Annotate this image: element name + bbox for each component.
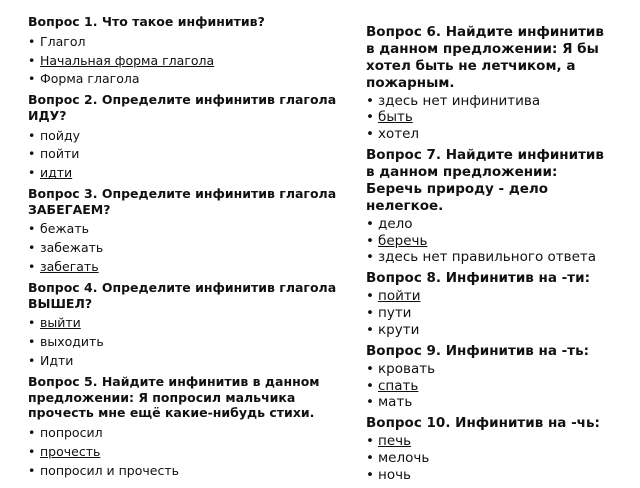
- answer-option: • забегать: [28, 259, 348, 276]
- answer-option: • здесь нет правильного ответа: [366, 249, 606, 266]
- question-block: [366, 415, 606, 484]
- answer-option: • Глагол: [28, 34, 348, 51]
- right-column: [366, 24, 606, 488]
- answer-options: [28, 315, 348, 370]
- answer-option: • пойду: [28, 128, 348, 145]
- answer-option: • прочесть: [28, 444, 348, 461]
- answer-option: • попросил: [28, 425, 348, 442]
- question-title: Вопрос 9. Инфинитив на -ть:: [366, 342, 590, 359]
- question-title: Вопрос 4. Определите инфинитив глагола ВЫШЕЛ?: [28, 280, 337, 311]
- question-title: Вопрос 7. Найдите инфинитив в данном предложении: Беречь природу - дело нелегкое.: [366, 147, 604, 214]
- answer-option: • пути: [366, 305, 606, 322]
- answer-options: [366, 93, 606, 144]
- answer-option: • пойти: [366, 288, 606, 305]
- question-block: [366, 147, 606, 266]
- answer-option: • Идти: [28, 353, 348, 370]
- answer-options: [366, 361, 606, 412]
- question-block: [366, 270, 606, 339]
- answer-option: • мелочь: [366, 450, 606, 467]
- question-block: [28, 92, 348, 182]
- answer-option: • спать: [366, 378, 606, 395]
- answer-option: • бежать: [28, 221, 348, 238]
- answer-option: • мать: [366, 394, 606, 411]
- answer-options: [366, 216, 606, 267]
- answer-options: [28, 128, 348, 183]
- question-block: [28, 186, 348, 276]
- answer-option: • ночь: [366, 467, 606, 484]
- question-title: Вопрос 5. Найдите инфинитив в данном предложении: Я попросил мальчика прочесть мне ещё какие-нибудь стихи.: [28, 373, 320, 421]
- question-block: [366, 24, 606, 143]
- question-title: Вопрос 1. Что такое инфинитив?: [28, 14, 265, 29]
- answer-option: • здесь нет инфинитива: [366, 93, 606, 110]
- answer-options: [28, 425, 348, 480]
- question-title: Вопрос 10. Инфинитив на -чь:: [366, 415, 600, 432]
- answer-option: • печь: [366, 433, 606, 450]
- answer-option: • забежать: [28, 240, 348, 257]
- answer-option: • Начальная форма глагола: [28, 53, 348, 70]
- question-title: Вопрос 8. Инфинитив на -ти:: [366, 270, 590, 287]
- answer-option: • выходить: [28, 334, 348, 351]
- answer-option: • попросил и прочесть: [28, 463, 348, 480]
- answer-options: [28, 221, 348, 276]
- answer-option: • быть: [366, 109, 606, 126]
- left-column: [28, 12, 348, 483]
- question-block: [28, 374, 348, 480]
- answer-option: • пойти: [28, 146, 348, 163]
- question-title: Вопрос 6. Найдите инфинитив в данном предложении: Я бы хотел быть не летчиком, а пожарным.: [366, 24, 604, 91]
- question-title: Вопрос 3. Определите инфинитив глагола ЗАБЕГАЕМ?: [28, 186, 337, 217]
- answer-option: • крути: [366, 322, 606, 339]
- answer-options: [366, 433, 606, 484]
- answer-option: • идти: [28, 165, 348, 182]
- question-block: [366, 343, 606, 412]
- answer-options: [366, 288, 606, 339]
- question-block: [28, 280, 348, 370]
- answer-option: • кровать: [366, 361, 606, 378]
- question-title: Вопрос 2. Определите инфинитив глагола ИДУ?: [28, 92, 337, 123]
- answer-options: [28, 34, 348, 89]
- answer-option: • выйти: [28, 315, 348, 332]
- answer-option: • дело: [366, 216, 606, 233]
- answer-option: • беречь: [366, 233, 606, 250]
- answer-option: • хотел: [366, 126, 606, 143]
- question-block: [28, 14, 348, 88]
- answer-option: • Форма глагола: [28, 71, 348, 88]
